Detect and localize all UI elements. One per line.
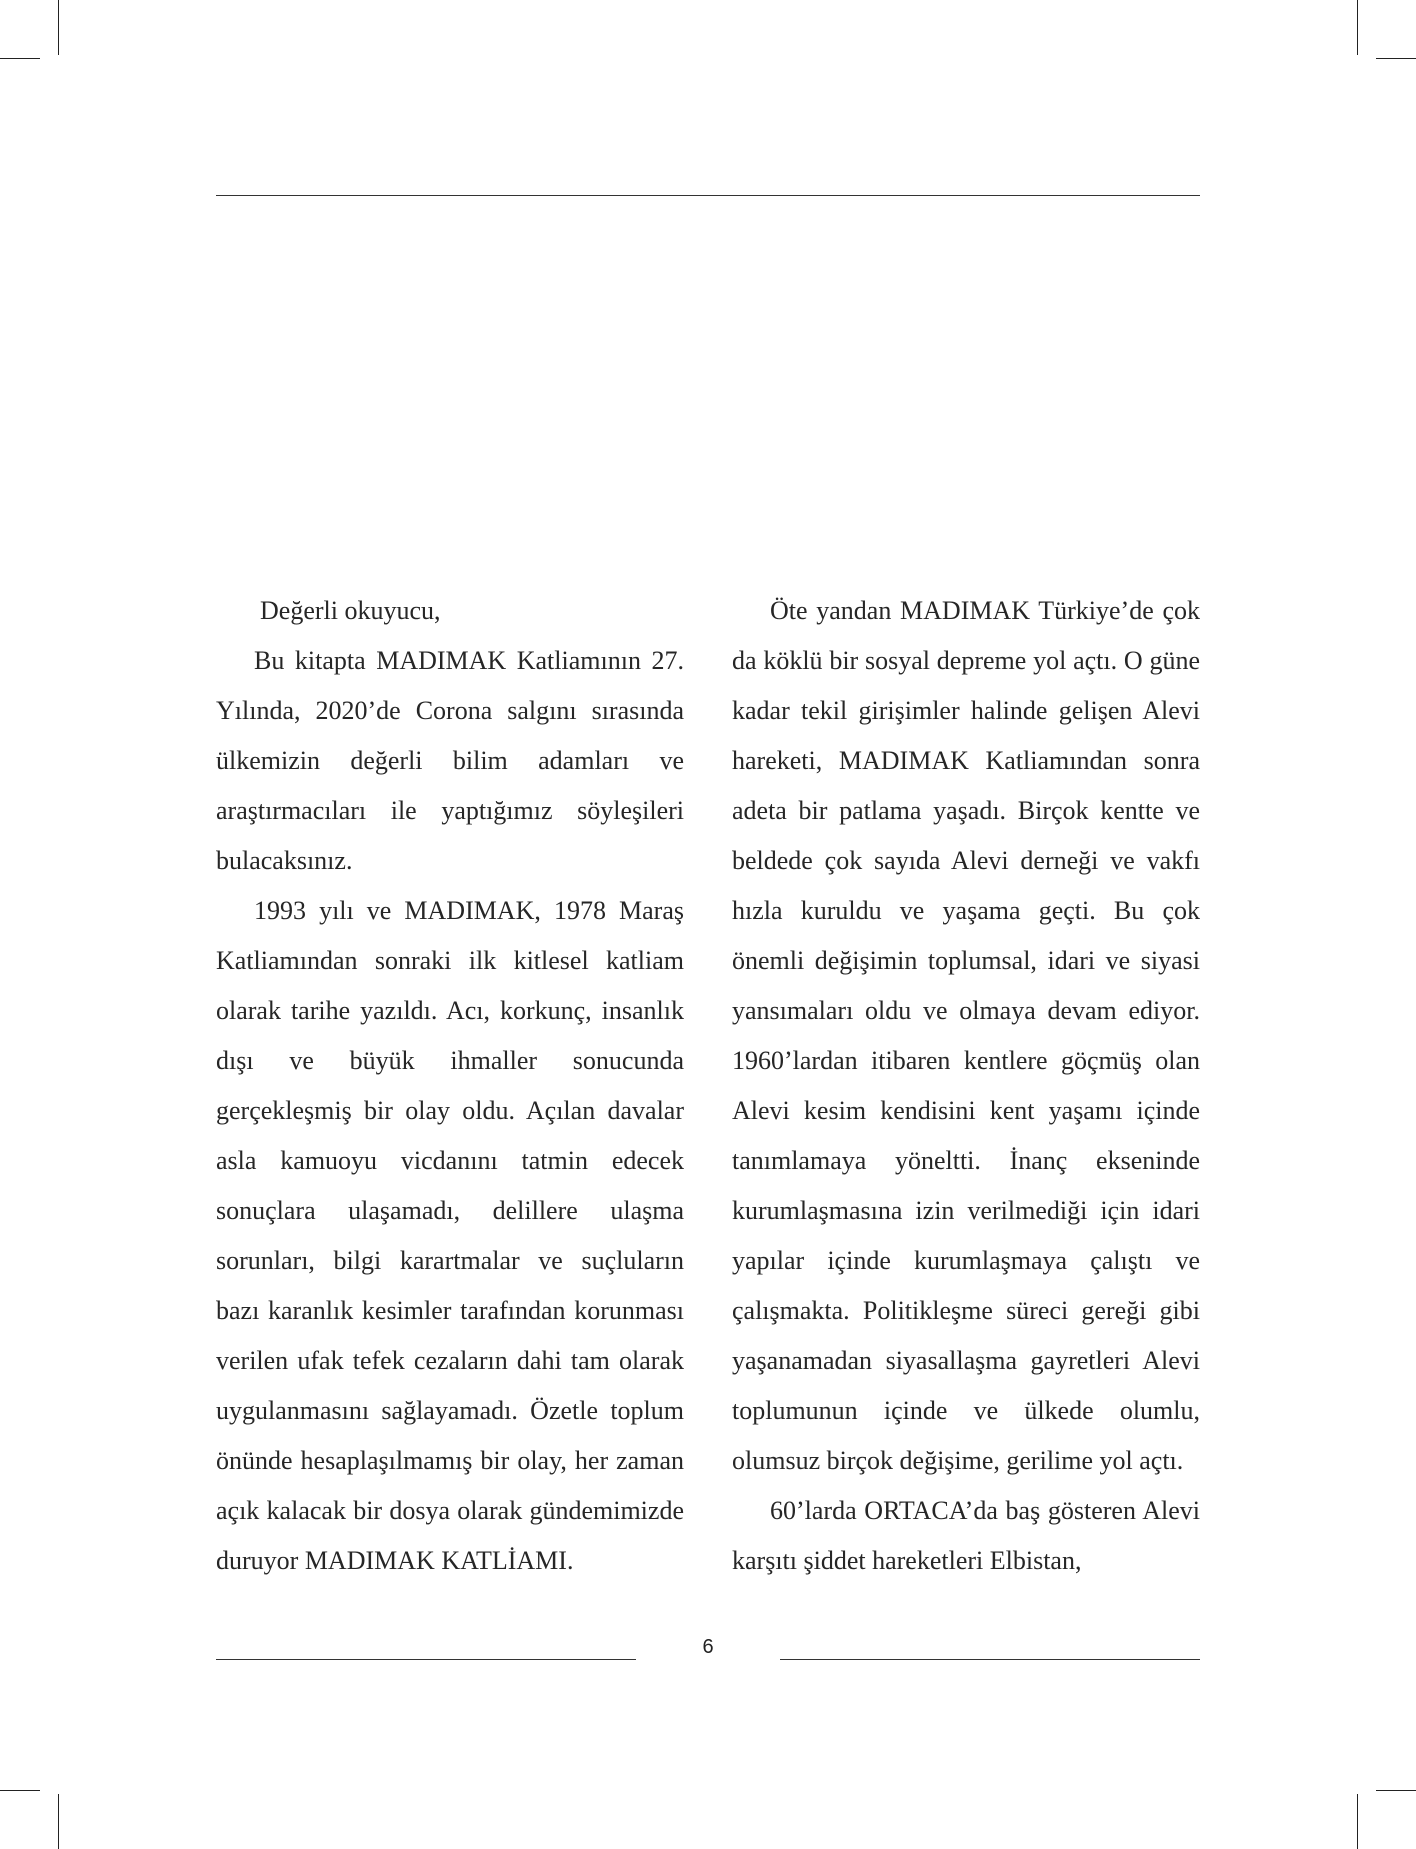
footer-rule-right <box>780 1659 1200 1660</box>
crop-mark-bottom-left-vertical <box>58 1794 59 1849</box>
salutation-paragraph: Değerli okuyucu, <box>260 596 441 625</box>
crop-mark-top-left-vertical <box>58 0 59 55</box>
body-paragraph: 1993 yılı ve MADIMAK, 1978 Maraş Katliamından sonraki ilk kitlesel katliam olarak tarihe yazıldı. Acı, korkunç, insanlık dışı ve büyük ihmaller sonucunda gerçekleşmiş bir olay oldu. Açılan davalar asla kamuoyu vicdanını tatmin edecek sonuçlara ulaşamadı, delillere ulaşma sorunları, bilgi karartmalar ve suçluların bazı karanlık kesimler tarafından korunması verilen ufak tefek cezaların dahi tam olarak uygulanmasını sağlayamadı. Özetle toplum önünde hesaplaşılmamış bir olay, her zaman açık kalacak bir dosya olarak gündemimizde duruyor MADIMAK KATLİAMI. <box>216 896 684 1575</box>
body-paragraph: 60’larda ORTACA’da baş gösteren Alevi karşıtı şiddet hareketleri Elbistan, <box>732 1496 1200 1575</box>
body-paragraph: Öte yandan MADIMAK Türkiye’de çok da köklü bir sosyal depreme yol açtı. O güne kadar tekil girişimler halinde gelişen Alevi hareketi, MADIMAK Katliamından sonra adeta bir patlama yaşadı. Birçok kentte ve beldede çok sayıda Alevi derneği ve vakfı hızla kuruldu ve yaşama geçti. Bu çok önemli değişimin toplumsal, idari ve siyasi yansımaları oldu ve olmaya devam ediyor. 1960’lardan itibaren kentlere göçmüş olan Alevi kesim kendisini kent yaşamı içinde tanımlamaya yöneltti. İnanç ekseninde kurumlaşmasına izin verilmediği için idari yapılar içinde kurumlaşmaya çalıştı ve çalışmakta. Politikleşme süreci gereği gibi yaşanamadan siyasallaşma gayretleri Alevi toplumunun içinde ve ülkede olumlu, olumsuz birçok değişime, gerilime yol açtı. <box>732 596 1200 1475</box>
crop-mark-bottom-left-horizontal <box>0 1790 40 1791</box>
crop-mark-bottom-right-horizontal <box>1376 1790 1416 1791</box>
page-number: 6 <box>702 1636 714 1658</box>
header-rule <box>216 195 1200 196</box>
left-column <box>216 586 684 1586</box>
right-column <box>732 586 1200 1586</box>
crop-mark-top-right-vertical <box>1357 0 1358 55</box>
crop-mark-top-right-horizontal <box>1376 58 1416 59</box>
footer-rule-left <box>216 1659 636 1660</box>
crop-mark-top-left-horizontal <box>0 58 40 59</box>
body-paragraph: Bu kitapta MADIMAK Katliamının 27. Yılında, 2020’de Corona salgını sırasında ülkemizin değerli bilim adamları ve araştırmacıları ile yaptığımız söyleşileri bulacaksınız. <box>216 646 684 875</box>
crop-mark-bottom-right-vertical <box>1357 1794 1358 1849</box>
